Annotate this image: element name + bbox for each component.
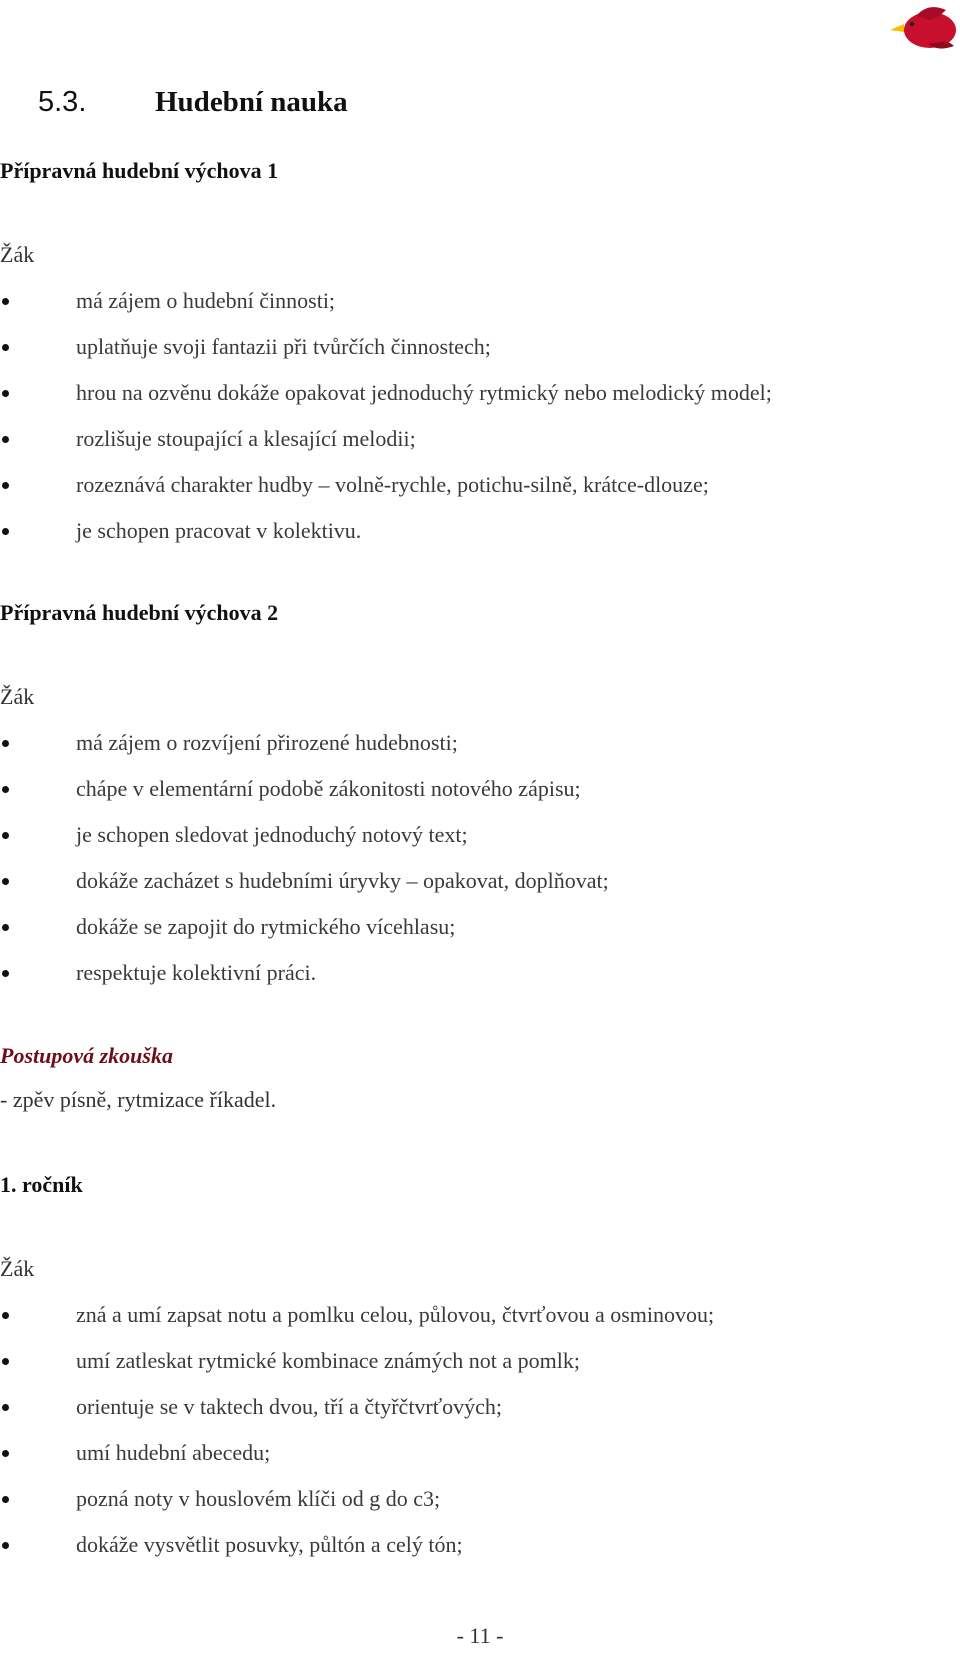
list-item (0, 866, 960, 896)
list-item-text: hrou na ozvěnu dokáže opakovat jednoduchý rytmický nebo melodický model; (76, 380, 772, 405)
section-title: 1. ročník (0, 1172, 83, 1197)
list-item-text: je schopen pracovat v kolektivu. (76, 518, 362, 543)
list-item (0, 820, 960, 850)
bullet-icon (2, 1404, 9, 1411)
page-number: - 11 - (456, 1623, 504, 1648)
bullet-icon (2, 878, 9, 885)
bullet-icon (2, 740, 9, 747)
list-item (0, 958, 960, 988)
student-label: Žák (0, 684, 35, 709)
section-title: Přípravná hudební výchova 2 (0, 600, 279, 625)
list-item (0, 1484, 960, 1514)
list-item (0, 1438, 960, 1468)
section-title: Přípravná hudební výchova 1 (0, 158, 279, 183)
bullet-icon (2, 298, 9, 305)
bullet-icon (2, 528, 9, 535)
bullet-icon (2, 344, 9, 351)
bullet-icon (2, 924, 9, 931)
bullet-icon (2, 786, 9, 793)
list-item (0, 1530, 960, 1560)
list-item-text: dokáže zacházet s hudebními úryvky – opakovat, doplňovat; (76, 868, 609, 893)
bullet-icon (2, 436, 9, 443)
bullet-icon (2, 1358, 9, 1365)
list-item (0, 516, 960, 546)
list-item (0, 424, 960, 454)
list-item (0, 1300, 960, 1330)
list-item (0, 912, 960, 942)
list-item (0, 1346, 960, 1376)
list-item-text: má zájem o hudební činnosti; (76, 288, 336, 313)
chapter-number: 5.3. (38, 86, 87, 118)
bullet-icon (2, 1542, 9, 1549)
list-item (0, 332, 960, 362)
list-item-text: umí zatleskat rytmické kombinace známých not a pomlk; (76, 1348, 581, 1373)
list-item-text: orientuje se v taktech dvou, tří a čtyřčtvrťových; (76, 1394, 503, 1419)
chapter-title: Hudební nauka (155, 86, 348, 118)
student-label: Žák (0, 1256, 35, 1281)
list-item-text: má zájem o rozvíjení přirozené hudebnosti; (76, 730, 458, 755)
list-item (0, 378, 960, 408)
red-bird-logo-icon (888, 2, 960, 54)
bullet-icon (2, 390, 9, 397)
list-item-text: zná a umí zapsat notu a pomlku celou, půlovou, čtvrťovou a osminovou; (76, 1302, 715, 1327)
list-item-text: pozná noty v houslovém klíči od g do c3; (76, 1486, 441, 1511)
list-item-text: uplatňuje svoji fantazii při tvůrčích činnostech; (76, 334, 491, 359)
bullet-icon (2, 970, 9, 977)
list-item-text: rozeznává charakter hudby – volně-rychle, potichu-silně, krátce-dlouze; (76, 472, 709, 497)
list-item-text: dokáže vysvětlit posuvky, půltón a celý tón; (76, 1532, 463, 1557)
list-item-text: rozlišuje stoupající a klesající melodii; (76, 426, 416, 451)
list-item (0, 728, 960, 758)
bullet-icon (2, 832, 9, 839)
bullet-icon (2, 1312, 9, 1319)
list-item (0, 470, 960, 500)
list-item-text: chápe v elementární podobě zákonitosti notového zápisu; (76, 776, 581, 801)
list-item-text: umí hudební abecedu; (76, 1440, 271, 1465)
bullet-icon (2, 482, 9, 489)
list-item-text: je schopen sledovat jednoduchý notový text; (76, 822, 468, 847)
exam-text: - zpěv písně, rytmizace říkadel. (0, 1087, 277, 1112)
bullet-icon (2, 1496, 9, 1503)
exam-title: Postupová zkouška (0, 1043, 173, 1068)
list-item (0, 286, 960, 316)
list-item (0, 1392, 960, 1422)
student-label: Žák (0, 242, 35, 267)
list-item (0, 774, 960, 804)
list-item-text: respektuje kolektivní práci. (76, 960, 317, 985)
bullet-icon (2, 1450, 9, 1457)
list-item-text: dokáže se zapojit do rytmického vícehlasu; (76, 914, 456, 939)
